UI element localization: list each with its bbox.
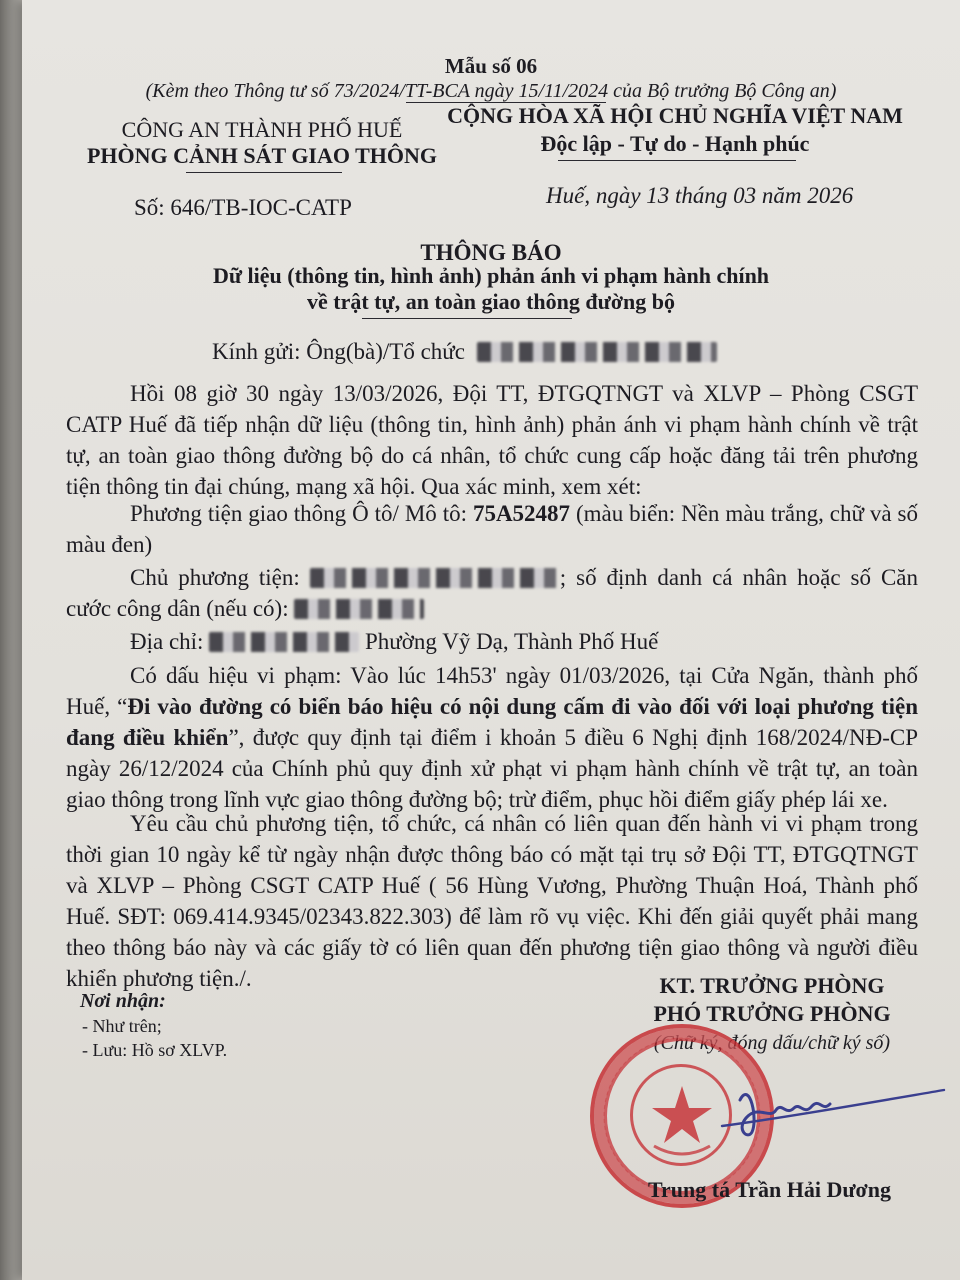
vehicle-label: Phương tiện giao thông Ô tô/ Mô tô: bbox=[130, 501, 473, 526]
document-subtitle-2: về trật tự, an toàn giao thông đường bộ bbox=[306, 289, 675, 314]
license-plate: 75A52487 bbox=[472, 501, 571, 526]
republic-line2: Độc lập - Tự do - Hạnh phúc bbox=[540, 131, 810, 156]
signature-title-2: PHÓ TRƯỞNG PHÒNG bbox=[653, 1001, 891, 1026]
request-paragraph: Yêu cầu chủ phương tiện, tổ chức, cá nhân có liên quan đến hành vi vi phạm trong thời gian 10 ngày kể từ ngày nhận được thông báo có mặt tại trụ sở Đội TT, ĐTGQTNGT và XLVP – Phòng CSGT CATP Huế ( 56 Hùng Vương, Phường Thuận Hoá, Thành phố Huế. SĐT: 069.414.9345/02343.822.303) để làm rõ vụ việc. Khi đến giải quyết phải mang theo thông báo này và các giấy tờ có liên quan đến phương tiện giao thông và người điều khiển phương tiện./. bbox=[66, 811, 918, 991]
agency-rule bbox=[186, 172, 342, 173]
signature-note: (Chữ ký, đóng dấu/chữ ký số) bbox=[653, 1032, 891, 1054]
agency-line2: PHÒNG CẢNH SÁT GIAO THÔNG bbox=[86, 143, 437, 168]
violation-description: Đi vào đường có biển báo hiệu có nội dung cấm đi vào đối với loại phương tiện đang điều khiển bbox=[66, 694, 918, 750]
vehicle-paragraph bbox=[66, 498, 918, 560]
violation-intro: Có dấu hiệu vi phạm: Vào lúc 14h53' ngày 01/03/2026, tại Cửa Ngăn, thành phố Huế, “ bbox=[66, 663, 918, 719]
place-date: Huế, ngày 13 tháng 03 năm 2026 bbox=[546, 183, 854, 208]
handwritten-signature bbox=[662, 1060, 960, 1150]
signatory-name: Trung tá Trần Hải Dương bbox=[648, 1177, 891, 1202]
redacted-recipient-name bbox=[477, 342, 717, 362]
document-number: Số: 646/TB-IOC-CATP bbox=[134, 195, 352, 220]
document-subtitle-1: Dữ liệu (thông tin, hình ảnh) phản ánh vi phạm hành chính bbox=[212, 263, 770, 288]
agency-line1: CÔNG AN THÀNH PHỐ HUẾ bbox=[121, 117, 403, 142]
title-rule bbox=[362, 318, 572, 319]
recipient-line bbox=[212, 336, 717, 367]
recipient-label: Kính gửi: Ông(bà)/Tổ chức bbox=[212, 339, 465, 364]
recipients-label: Nơi nhận: bbox=[80, 990, 166, 1012]
address-label: Địa chỉ: bbox=[130, 629, 210, 654]
signature-title-1: KT. TRƯỞNG PHÒNG bbox=[659, 973, 885, 998]
redacted-address bbox=[209, 632, 359, 652]
violation-paragraph bbox=[66, 660, 918, 815]
recipients-item: - Lưu: Hồ sơ XLVP. bbox=[82, 1040, 228, 1060]
attached-note: (Kèm theo Thông tư số 73/2024/TT-BCA ngày 15/11/2024 của Bộ trưởng Bộ Công an) bbox=[145, 80, 837, 102]
violation-legal-basis: ”, được quy định tại điểm i khoản 5 điều 6 Nghị định 168/2024/NĐ-CP ngày 26/12/2024 của Chính phủ quy định xử phạt vi phạm hành chính về trật tự, an toàn giao thông trong lĩnh vực giao thông đường bộ; trừ điểm, phục hồi điểm giấy phép lái xe. bbox=[66, 725, 918, 812]
owner-paragraph bbox=[66, 562, 918, 624]
address-tail: Phường Vỹ Dạ, Thành Phố Huế bbox=[359, 629, 659, 654]
vehicle-plate-desc: (màu biển: Nền màu trắng, chữ và số màu đen) bbox=[66, 501, 918, 557]
redacted-owner-name bbox=[310, 568, 560, 588]
document-sheet bbox=[22, 0, 960, 1280]
recipients-item: - Như trên; bbox=[82, 1016, 162, 1036]
owner-label: Chủ phương tiện: bbox=[130, 565, 310, 590]
intro-paragraph: Hồi 08 giờ 30 ngày 13/03/2026, Đội TT, ĐTGQTNGT và XLVP – Phòng CSGT CATP Huế đã tiếp nhận dữ liệu (thông tin, hình ảnh) phản ánh vi phạm hành chính về trật tự, an toàn giao thông đường bộ do cá nhân, tổ chức cung cấp hoặc đăng tải trên phương tiện thông tin đại chúng, mạng xã hội. Qua xác minh, xem xét: bbox=[66, 381, 918, 499]
form-number: Mẫu số 06 bbox=[444, 54, 538, 78]
document-title: THÔNG BÁO bbox=[420, 240, 562, 265]
republic-line1: CỘNG HÒA XÃ HỘI CHỦ NGHĨA VIỆT NAM bbox=[447, 103, 903, 128]
address-paragraph bbox=[66, 626, 918, 657]
redacted-owner-id bbox=[294, 599, 424, 619]
republic-rule bbox=[558, 160, 796, 161]
owner-id-label: ; số định danh cá nhân hoặc số Căn cước công dân (nếu có): bbox=[66, 565, 918, 621]
